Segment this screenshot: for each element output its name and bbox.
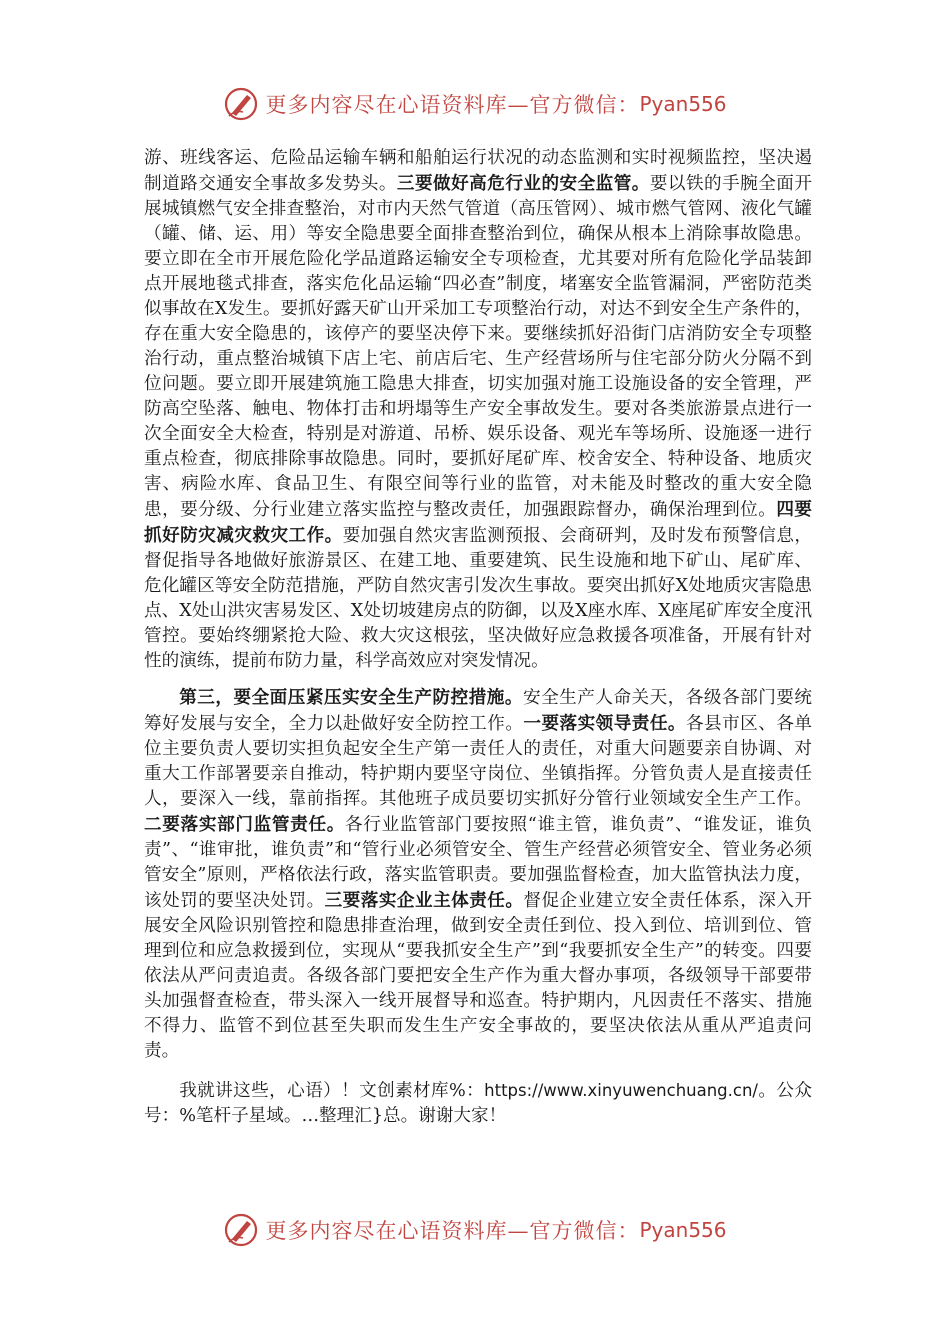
paragraph-third-point <box>144 685 812 1064</box>
pen-logo-icon <box>223 1212 259 1248</box>
closing-url: https://www.xinyuwenchuang.cn/ <box>484 1081 758 1100</box>
text-run: 各县市区、各单位主要负责人要切实担负起安全生产第一责任人的责任，对重大问题要亲自协调、对重大工作部署要亲自推动，特护期内要坚守岗位、坐镇指挥。分管负责人是直接责任人，要深入一线，靠前指挥。其他班子成员要切实抓好分管行业领域安全生产工作。 <box>144 714 812 809</box>
bold-heading-run: 二要落实部门监管责任。 <box>144 814 346 835</box>
text-run: 安全生产人命关天，各级各部门要统筹好发展与安全，全力以赴做好安全防控工作。 <box>144 688 812 734</box>
text-run: 要加强自然灾害监测预报、会商研判，及时发布预警信息，督促指导各地做好旅游景区、在建工地、重要建筑、民生设施和地下矿山、尾矿库、危化罐区等安全防范措施，严防自然灾害引发次生事故。要突出抓好X处地质灾害隐患点、X处山洪灾害易发区、X处切坡建房点的防御，以及X座水库、X座尾矿库安全度汛管控。要始终绷紧抢大险、救大灾这根弦，坚决做好应急救援各项准备，开展有针对性的演练，提前布防力量，科学高效应对突发情况。 <box>144 526 812 671</box>
banner-text: 更多内容尽在心语资料库—官方微信： <box>265 93 640 117</box>
bold-heading-run: 三要做好高危行业的安全监管。 <box>396 173 650 194</box>
text-run: 各行业监管部门要按照“谁主管，谁负责”、“谁发证，谁负责”、“谁审批，谁负责”和“管行业必须管安全、管生产经营必须管安全、管业务必须管安全”原则，严格依法行政，落实监管职责。要加强监督检查，加大监管执法力度，该处罚的要坚决处罚。 <box>144 815 812 911</box>
text-run: 要以铁的手腕全面开展城镇燃气安全排查整治，对市内天然气管道（高压管网）、城市燃气管网、液化气罐（罐、储、运、用）等安全隐患要全面排查整治到位，确保从根本上消除事故隐患。要立即在全市开展危险化学品道路运输安全专项检查，尤其要对所有危险化学品装卸点开展地毯式排查，落实危化品运输“四必查”制度，堵塞安全监管漏洞，严密防范类似事故在X发生。要抓好露天矿山开采加工专项整治行动，对达不到安全生产条件的，存在重大安全隐患的，该停产的要坚决停下来。要继续抓好沿街门店消防安全专项整治行动，重点整治城镇下店上宅、前店后宅、生产经营场所与住宅部分防火分隔不到位问题。要立即开展建筑施工隐患大排查，切实加强对施工设施设备的安全管理，严防高空坠落、触电、物体打击和坍塌等生产安全事故发生。要对各类旅游景点进行一次全面安全大检查，特别是对游道、吊桥、娱乐设备、观光车等场所、设施逐一进行重点检查，彻底排除事故隐患。同时，要抓好尾矿库、校舍安全、特种设备、地质灾害、病险水库、食品卫生、有限空间等行业的监管，对未能及时整改的重大安全隐患，要分级、分行业建立落实监控与整改责任，加强跟踪督办，确保治理到位。 <box>144 174 812 520</box>
closing-text-a: 我就讲这些，心语）！文创素材库%： <box>179 1081 485 1101</box>
banner-text: 更多内容尽在心语资料库—官方微信： <box>265 1219 640 1243</box>
closing-text-b: 。公众号：%笔杆子星域。…整理汇}总。谢谢大家！ <box>144 1081 812 1126</box>
banner-wechat-id: Pyan556 <box>639 1218 727 1242</box>
text-run: 督促企业建立安全责任体系，深入开展安全风险识别管控和隐患排查治理，做到安全责任到位、投入到位、培训到位、管理到位和应急救援到位，实现从“要我抓安全生产”到“我要抓安全生产”的转变。四要依法从严问责追责。各级各部门要把安全生产作为重大督办事项，各级领导干部要带头加强督查检查，带头深入一线开展督导和巡查。特护期内，凡因责任不落实、措施不得力、监管不到位甚至失职而发生生产安全事故的，要坚决依法从重从严追责问责。 <box>144 891 812 1061</box>
pen-logo-icon <box>223 86 259 122</box>
text-run: 游、班线客运、危险品运输车辆和船舶运行状况的动态监测和实时视频监控，坚决遏制道路交通安全事故多发势头。 <box>144 148 812 194</box>
banner-wechat-id: Pyan556 <box>639 92 727 116</box>
document-body <box>144 146 812 1129</box>
closing-paragraph <box>144 1078 812 1129</box>
footer-watermark-banner <box>0 1208 950 1252</box>
header-watermark-banner <box>0 82 950 126</box>
bold-heading-run: 四要抓好防灾减灾救灾工作。 <box>144 499 812 546</box>
bold-heading-run: 第三，要全面压紧压实安全生产防控措施。 <box>179 687 523 708</box>
bold-heading-run: 一要落实领导责任。 <box>523 713 686 734</box>
paragraph-continued <box>144 146 812 674</box>
bold-heading-run: 三要落实企业主体责任。 <box>324 890 524 911</box>
